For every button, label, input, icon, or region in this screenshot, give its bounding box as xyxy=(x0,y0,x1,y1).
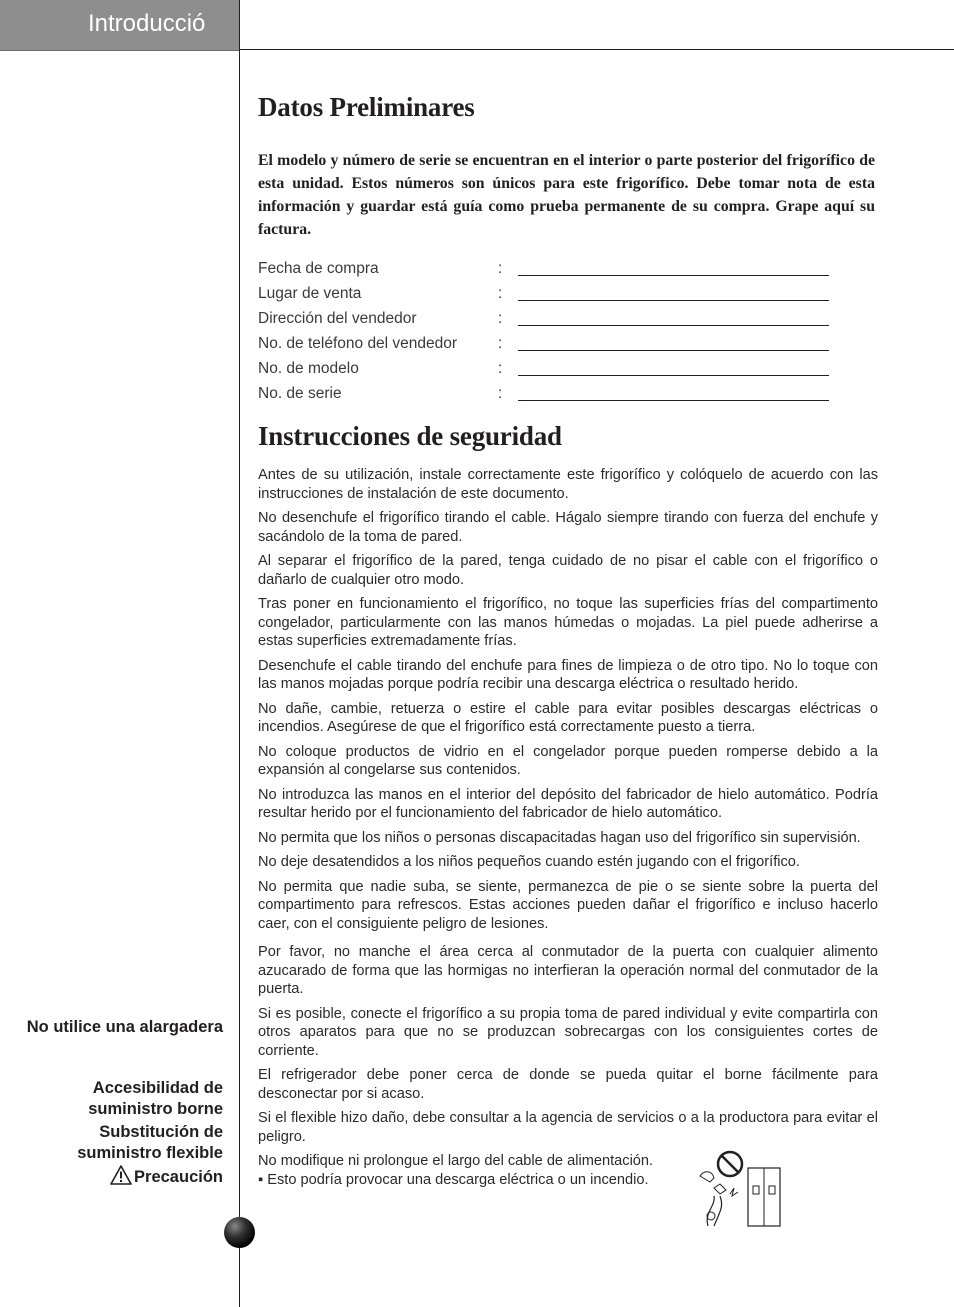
form-row-lugar xyxy=(258,284,878,309)
form-colon: : xyxy=(498,285,503,302)
form-colon: : xyxy=(498,310,503,327)
safety-paragraph: El refrigerador debe poner cerca de donde se pueda quitar el borne fácilmente para desconectar por si acaso. xyxy=(258,1067,878,1102)
warning-triangle-icon xyxy=(110,1165,132,1185)
form-label: No. de serie xyxy=(258,385,342,402)
safety-paragraph: No desenchufe el frigorífico tirando el cable. Hágalo siempre tirando con fuerza del enchufe y sacándolo de la toma de pared. xyxy=(258,510,878,545)
form-blank-line[interactable] xyxy=(518,300,829,301)
safety-paragraph: Por favor, no manche el área cerca al conmutador de la puerta con cualquier alimento azucarado de forma que las hormigas no interfieran la operación normal del conmutador de la puerta. xyxy=(258,944,878,997)
side-note-alargadera: No utilice una alargadera xyxy=(26,1018,223,1036)
form-row-modelo xyxy=(258,359,878,384)
form-label: Dirección del vendedor xyxy=(258,310,417,327)
form-label: No. de teléfono del vendedor xyxy=(258,335,458,352)
header-rule xyxy=(240,49,954,50)
side-note-precaucion xyxy=(23,1165,223,1188)
margin-rule xyxy=(239,0,240,1307)
form-blank-line[interactable] xyxy=(518,325,829,326)
header-title: Introducció xyxy=(88,10,206,37)
form-blank-line[interactable] xyxy=(518,375,829,376)
purchase-form xyxy=(258,259,878,409)
safety-paragraph: Antes de su utilización, instale correctamente este frigorífico y colóquelo de acuerdo con las instrucciones de instalación de este documento. xyxy=(258,467,878,502)
header-tab xyxy=(0,0,240,51)
safety-paragraph: Al separar el frigorífico de la pared, tenga cuidado de no pisar el cable con el frigorífico o dañarlo de cualquier otro modo. xyxy=(258,553,878,588)
no-extension-cord-icon xyxy=(690,1148,786,1230)
main-content xyxy=(258,92,878,1195)
safety-paragraph: No dañe, cambie, retuerza o estire el cable para evitar posibles descargas eléctricas o incendios. Asegúrese de que el frigorífico está correctamente puesto a tierra. xyxy=(258,700,878,735)
safety-paragraph: No permita que los niños o personas discapacitadas hagan uso del frigorífico sin supervisión. xyxy=(258,829,861,846)
safety-paragraph: No modifique ni prolongue el largo del cable de alimentación. xyxy=(258,1153,654,1169)
form-label: Lugar de venta xyxy=(258,285,362,302)
precaucion-label: Precaución xyxy=(134,1168,223,1186)
side-note-substitucion: Substitución de suministro flexible xyxy=(77,1123,223,1162)
page-ball-icon xyxy=(224,1217,255,1248)
section-title-datos: Datos Preliminares xyxy=(258,92,475,122)
form-label: Fecha de compra xyxy=(258,260,379,277)
safety-paragraph: Si es posible, conecte el frigorífico a su propia toma de pared individual y evite compartirla con otros aparatos para que no se produzcan sobrecargas con los consiguientes cortes de corriente. xyxy=(258,1005,878,1059)
form-row-fecha xyxy=(258,259,878,284)
form-row-serie xyxy=(258,384,878,409)
safety-bullet: ▪ Esto podría provocar una descarga eléctrica o un incendio. xyxy=(258,1171,649,1188)
form-colon: : xyxy=(498,385,503,402)
section-title-seguridad: Instrucciones de seguridad xyxy=(258,421,562,451)
form-blank-line[interactable] xyxy=(518,275,829,276)
side-note-accesibilidad: Accesibilidad de suministro borne xyxy=(88,1079,223,1118)
safety-paragraph: No deje desatendidos a los niños pequeños cuando estén jugando con el frigorífico. xyxy=(258,854,800,870)
form-colon: : xyxy=(498,260,503,277)
safety-paragraph: No coloque productos de vidrio en el congelador porque pueden romperse debido a la expansión al congelarse sus contenidos. xyxy=(258,743,878,778)
form-blank-line[interactable] xyxy=(518,400,829,401)
safety-paragraph: No permita que nadie suba, se siente, permanezca de pie o se siente sobre la puerta del compartimento para refrescos. Estas acciones pueden dañar el frigorífico e incluso hacerlo caer, con el consiguiente peligro de lesiones. xyxy=(258,878,878,932)
form-colon: : xyxy=(498,335,503,352)
form-colon: : xyxy=(498,360,503,377)
section-intro: El modelo y número de serie se encuentran en el interior o parte posterior del frigorífico de esta unidad. Estos números son únicos para este frigorífico. Debe tomar nota de esta información y guardar está guía como prueba permanente de su compra. Grape aquí su factura. xyxy=(258,152,875,238)
safety-paragraph: Si el flexible hizo daño, debe consultar a la agencia de servicios o a la productora para evitar el peligro. xyxy=(258,1110,878,1145)
form-row-telefono xyxy=(258,334,878,359)
form-row-direccion xyxy=(258,309,878,334)
safety-paragraph: Tras poner en funcionamiento el frigorífico, no toque las superficies frías del compartimento congelador, particularmente con las manos húmedas o mojadas. La piel puede adherirse a estas superficies extremadamente frías. xyxy=(258,596,878,649)
form-blank-line[interactable] xyxy=(518,350,829,351)
safety-paragraph: Desenchufe el cable tirando del enchufe para fines de limpieza o de otro tipo. No lo toque con las manos mojadas porque podría recibir una descarga eléctrica o resultado herido. xyxy=(258,657,878,692)
safety-instructions xyxy=(258,466,878,1189)
form-label: No. de modelo xyxy=(258,360,359,377)
safety-paragraph: No introduzca las manos en el interior del depósito del fabricador de hielo automático. Podría resultar herido por el funcionamiento del fabricador de hielo automático. xyxy=(258,786,878,821)
